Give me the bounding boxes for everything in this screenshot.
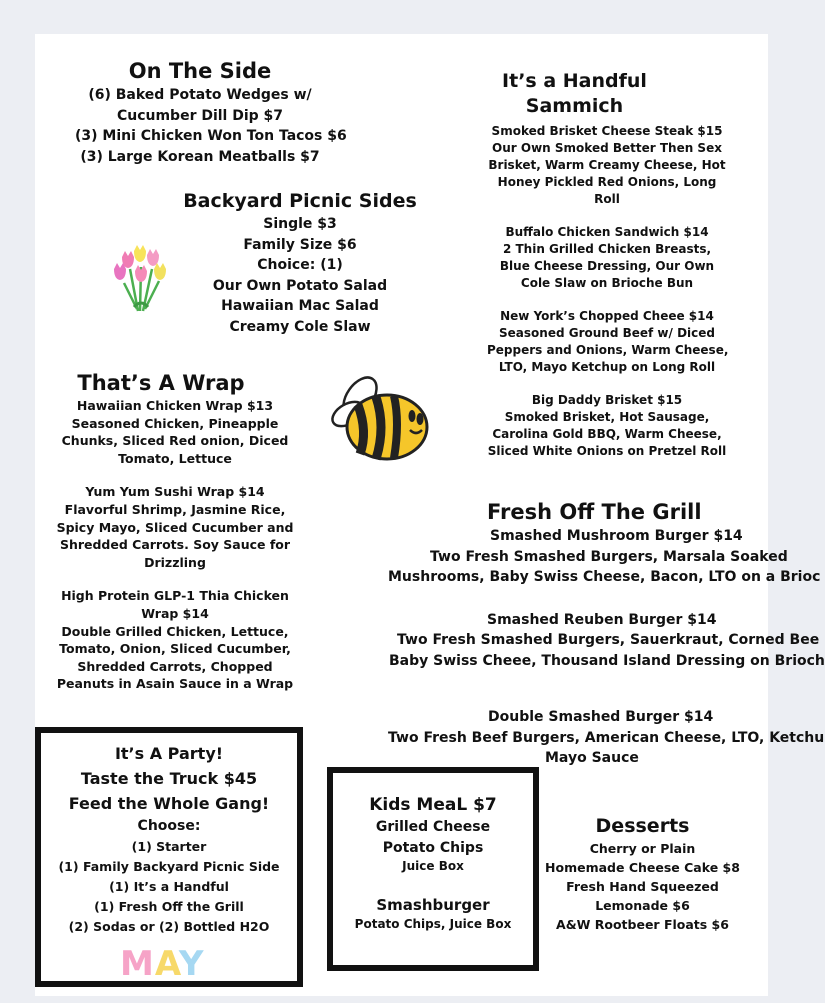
menu-line: Choose:: [137, 818, 201, 834]
menu-item: [45, 397, 305, 467]
picnic-sides-section: [175, 189, 425, 337]
menu-line: A&W Rootbeer Floats $6: [556, 917, 729, 932]
menu-line: Smashed Mushroom Burger $14: [490, 528, 743, 544]
menu-line: LTO, Mayo Ketchup on Long Roll: [498, 360, 716, 374]
menu-line: Peppers and Onions, Warm Cheese,: [487, 343, 729, 357]
kids-meal-box: [327, 767, 539, 971]
may-letter: M: [120, 944, 155, 984]
menu-item: [487, 123, 727, 208]
menu-line: Shredded Carrots. Soy Sauce for: [59, 537, 291, 553]
may-letter: A: [154, 944, 179, 984]
menu-line: Smashed Reuben Burger $14: [487, 611, 717, 628]
handful-section: [487, 69, 727, 121]
menu-line: Baby Swiss Cheee, Thousand Island Dressing on Brioch: [389, 652, 825, 669]
menu-line: Buffalo Chicken Sandwich $14: [505, 225, 709, 239]
may-decoration: [120, 944, 205, 984]
menu-line: Mushrooms, Baby Swiss Cheese, Bacon, LTO on a Brioc: [388, 569, 821, 585]
menu-item: [487, 392, 727, 460]
menu-line: Two Fresh Smashed Burgers, Marsala Soaked: [430, 548, 788, 565]
kids-meal-title: Kids MeaL $7: [369, 795, 497, 815]
menu-line: Family Size $6: [243, 236, 357, 253]
menu-line: Potato Chips, Juice Box: [354, 916, 512, 931]
menu-line: New York’s Chopped Cheee $14: [500, 309, 714, 323]
handful-title: Sammich: [525, 95, 624, 117]
desserts-section: [535, 814, 750, 934]
menu-line: Mayo Sauce: [545, 750, 639, 766]
menu-line: Double Smashed Burger $14: [488, 709, 714, 725]
menu-line: (2) Sodas or (2) Bottled H2O: [68, 918, 270, 934]
menu-line: Cole Slaw on Brioche Bun: [520, 276, 694, 290]
party-title: Feed the Whole Gang!: [68, 794, 270, 813]
menu-line: Homemade Cheese Cake $8: [545, 860, 740, 875]
menu-line: Peanuts in Asain Sauce in a Wrap: [56, 676, 294, 692]
menu-line: Blue Cheese Dressing, Our Own: [499, 259, 715, 273]
menu-line: Choice: (1): [257, 257, 343, 273]
handful-items: [487, 123, 727, 460]
menu-line: Lemonade $6: [595, 898, 690, 913]
menu-line: (3) Large Korean Meatballs $7: [80, 148, 320, 165]
menu-line: Smashburger: [376, 896, 490, 914]
menu-line: Seasoned Chicken, Pineapple: [71, 415, 279, 431]
menu-line: Big Daddy Brisket $15: [531, 393, 683, 407]
menu-line: Flavorful Shrimp, Jasmine Rice,: [64, 501, 286, 517]
menu-line: Creamy Cole Slaw: [229, 318, 371, 335]
menu-line: Juice Box: [402, 859, 464, 873]
on-the-side-section: [75, 58, 347, 167]
menu-line: Brisket, Warm Creamy Cheese, Hot: [488, 158, 726, 172]
menu-line: Single $3: [263, 216, 337, 232]
menu-item: [45, 483, 305, 571]
menu-line: Drizzling: [144, 554, 206, 570]
menu-sheet: [35, 34, 825, 996]
menu-line: Two Fresh Beef Burgers, American Cheese, LTO, Ketchu: [388, 729, 825, 746]
on-the-side-title: On The Side: [128, 59, 272, 83]
menu-line: Smoked Brisket Cheese Steak $15: [491, 124, 723, 138]
menu-line: Sliced White Onions on Pretzel Roll: [487, 444, 727, 458]
menu-line: Potato Chips: [382, 839, 484, 856]
menu-line: Chunks, Sliced Red onion, Diced: [61, 433, 289, 449]
kids-meal-content: [333, 793, 533, 933]
menu-line: Cucumber Dill Dip $7: [116, 107, 284, 124]
menu-line: (1) Family Backyard Picnic Side: [58, 858, 280, 874]
menu-line: Grilled Cheese: [375, 819, 491, 835]
menu-line: High Protein GLP-1 Thia Chicken: [61, 588, 289, 604]
menu-line: (1) Fresh Off the Grill: [94, 898, 244, 914]
grill-section: [387, 499, 825, 769]
menu-line: Two Fresh Smashed Burgers, Sauerkraut, Corned Bee: [397, 632, 820, 648]
menu-line: Smoked Brisket, Hot Sausage,: [504, 410, 710, 424]
wrap-section: [45, 370, 305, 693]
menu-line: Double Grilled Chicken, Lettuce,: [61, 623, 289, 639]
menu-line: Tomato, Lettuce: [118, 450, 232, 466]
menu-line: Hawaiian Mac Salad: [221, 298, 379, 314]
bee-icon: [330, 372, 430, 467]
menu-line: (1) Starter: [131, 838, 207, 854]
menu-line: Cherry or Plain: [589, 841, 696, 856]
party-title: It’s A Party!: [114, 744, 224, 763]
menu-line: Fresh Hand Squeezed: [566, 879, 719, 894]
menu-line: Our Own Smoked Better Then Sex: [492, 141, 722, 155]
menu-item: [487, 224, 727, 292]
menu-line: Roll: [594, 192, 620, 206]
menu-line: (3) Mini Chicken Won Ton Tacos $6: [75, 128, 347, 144]
menu-line: Spicy Mayo, Sliced Cucumber and: [56, 519, 294, 535]
menu-line: Carolina Gold BBQ, Warm Cheese,: [492, 427, 722, 441]
menu-item: [487, 308, 727, 376]
menu-line: (1) It’s a Handful: [109, 878, 229, 894]
menu-line: Tomato, Onion, Sliced Cucumber,: [59, 641, 291, 657]
menu-line: Honey Pickled Red Onions, Long: [497, 175, 717, 189]
party-content: [41, 741, 297, 937]
grill-title: Fresh Off The Grill: [487, 500, 702, 524]
menu-line: Wrap $14: [141, 605, 209, 621]
menu-item: [45, 587, 305, 693]
wrap-title: That’s A Wrap: [77, 371, 245, 395]
menu-line: Hawaiian Chicken Wrap $13: [76, 398, 274, 413]
menu-line: 2 Thin Grilled Chicken Breasts,: [502, 242, 712, 256]
menu-line: (6) Baked Potato Wedges w/: [88, 87, 312, 103]
desserts-title: Desserts: [595, 815, 690, 837]
may-letter: Y: [178, 944, 205, 984]
party-title: Taste the Truck $45: [80, 769, 258, 788]
menu-line: Our Own Potato Salad: [212, 277, 388, 294]
menu-line: Yum Yum Sushi Wrap $14: [85, 484, 265, 500]
menu-line: Seasoned Ground Beef w/ Diced: [499, 326, 715, 340]
tulips-icon: [110, 239, 172, 314]
picnic-sides-title: Backyard Picnic Sides: [183, 190, 417, 212]
menu-line: Shredded Carrots, Chopped: [77, 658, 273, 674]
handful-title: It’s a Handful: [502, 70, 647, 92]
